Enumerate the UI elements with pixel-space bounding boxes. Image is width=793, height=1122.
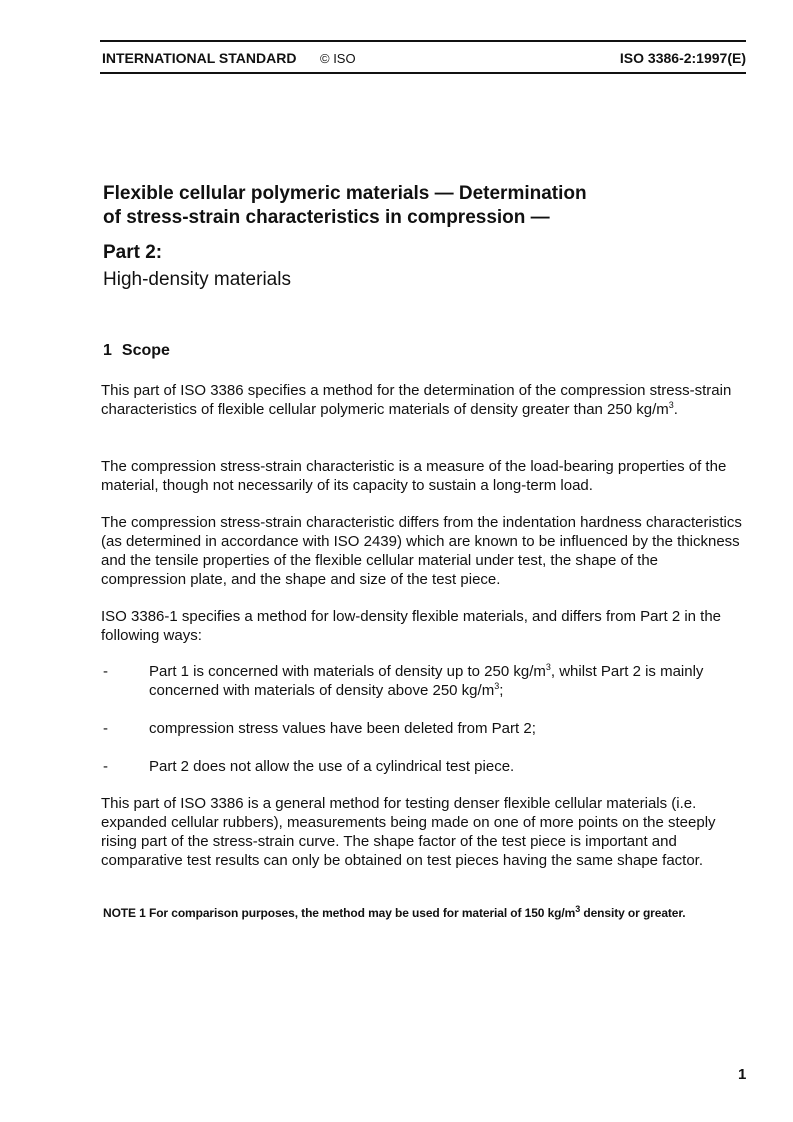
paragraph-1-text: This part of ISO 3386 specifies a method for the determination of the compression stress-strain characteristics of flexible cellular polymeric materials of density greater than 250 kg/m	[101, 382, 732, 418]
list-dash: -	[103, 663, 108, 680]
page-number: 1	[738, 1066, 747, 1083]
running-header	[100, 48, 746, 68]
document-id: ISO 3386-2:1997(E)	[619, 50, 746, 66]
section-number: 1	[103, 342, 112, 359]
paragraph-3: The compression stress-strain characteristic differs from the indentation hardness characteristics (as determined in accordance with ISO 2439) which are known to be influenced by the thickness and the tensile properties of the flexible cellular material under test, the shape of the compression plate, and the shape and size of the test piece.	[101, 514, 742, 588]
superscript: 3	[545, 662, 551, 672]
list-item-1-part-b: , whilst Part 2 is mainly concerned with materials of density above 250 kg/m	[149, 663, 704, 699]
list-dash: -	[103, 720, 108, 737]
title-line-1: Flexible cellular polymeric materials — Determination	[103, 183, 587, 204]
header-rule-bottom	[100, 72, 746, 74]
paragraph-4: ISO 3386-1 specifies a method for low-density flexible materials, and differs from Part 2 in the following ways:	[101, 608, 722, 644]
copyright-label: © ISO	[320, 51, 356, 66]
paragraph-2: The compression stress-strain characteristic is a measure of the load-bearing properties of the material, though not necessarily of its capacity to sustain a long-term load.	[101, 458, 727, 494]
paragraph-5: This part of ISO 3386 is a general method for testing denser flexible cellular materials (i.e. expanded cellular rubbers), measurements being made on one of more points on the steeply rising part of the stress-strain curve. The shape factor of the test piece is important and comparative test results can only be obtained on test pieces having the same shape factor.	[101, 795, 716, 869]
list-item-2-text: compression stress values have been deleted from Part 2;	[149, 720, 536, 737]
note-text: NOTE 1 For comparison purposes, the method may be used for material of 150 kg/m	[103, 906, 576, 920]
list-item-1-part-a: Part 1 is concerned with materials of density up to 250 kg/m	[149, 663, 546, 680]
standard-label: INTERNATIONAL STANDARD	[102, 50, 297, 66]
superscript: 3	[494, 681, 500, 691]
header-rule-top	[100, 40, 746, 42]
superscript: 3	[668, 400, 674, 410]
note-text-end: density or greater.	[580, 906, 686, 920]
document-title	[103, 182, 743, 230]
list-dash: -	[103, 758, 108, 775]
list-item-1-part-c: ;	[499, 682, 504, 699]
superscript: 3	[575, 904, 581, 914]
section-heading	[103, 342, 170, 360]
list-item-1-text	[149, 662, 743, 700]
paragraph-1-end: .	[673, 401, 678, 418]
title-line-2: of stress-strain characteristics in compression —	[103, 207, 550, 228]
list-item-3-text: Part 2 does not allow the use of a cylindrical test piece.	[149, 758, 515, 775]
note-1	[103, 906, 743, 920]
part-label: Part 2:	[103, 242, 163, 263]
paragraph-1	[101, 381, 743, 419]
section-title: Scope	[121, 342, 170, 359]
part-title: High-density materials	[103, 269, 291, 290]
